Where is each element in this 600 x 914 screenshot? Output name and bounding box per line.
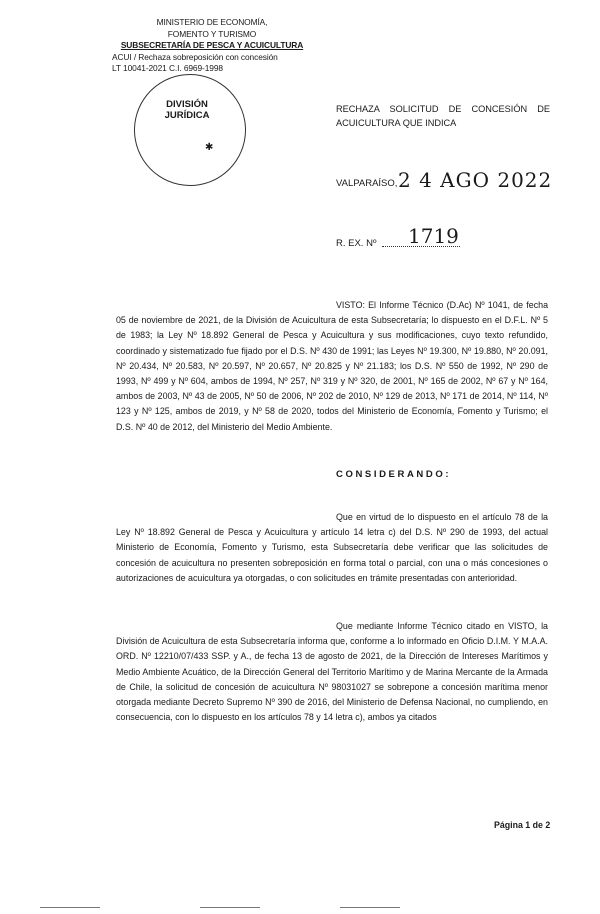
stamped-date: 2 4 AGO 2022	[398, 168, 553, 192]
considerando-paragraph-2: Que mediante Informe Técnico citado en VISTO, la División de Acuicultura de esta Subsecretaría informa que, conforme a lo informado en Oficio D.I.M. Y M.A.A. ORD. Nº 12210/07/433 SSP. y A., de fecha 13 de agosto de 2021, de la Dirección de Intereses Marítimos y Medio Ambiente Acuático, de la Dirección General del Territorio Marítimo y de Marina Mercante de la Armada de Chile, la solicitud de concesión de acuicultura Nº 98031027 se sobrepone a concesión marítima menor otorgada mediante Decreto Supremo Nº 390 de 2016, del Ministerio de Defensa Nacional, no cumpliendo, en consecuencia, con lo dispuesto en los artículos 78 y 14 letra c), ambos ya citados	[116, 621, 548, 723]
reference-line-2: LT 10041-2021 C.I. 6969-1998	[112, 63, 223, 74]
considerando-paragraph-1: Que en virtud de lo dispuesto en el artículo 78 de la Ley Nº 18.892 General de Pesca y Acuicultura y artículo 14 letra c) del D.S. Nº 290 de 1993, del actual Ministerio de Economía, Fomento y Turismo, esta Subsecretaría debe verificar que las solicitudes de concesión de acuicultura no presenten sobreposición en forma total o parcial, con una o más concesiones o autorizaciones de acuicultura ya otorgadas, o con solicitudes en trámite presentadas con anterioridad.	[116, 512, 548, 583]
page-number: Página 1 de 2	[494, 820, 551, 830]
resolution-subject: RECHAZA SOLICITUD DE CONCESIÓN DE ACUICULTURA QUE INDICA	[336, 104, 550, 128]
ministry-name-2: FOMENTO Y TURISMO	[167, 28, 257, 39]
resolution-number: 1719	[408, 224, 459, 248]
visto-paragraph: VISTO: El Informe Técnico (D.Ac) Nº 1041, de fecha 05 de noviembre de 2021, de la División de Acuicultura de esta Subsecretaría; lo dispuesto en el D.F.L. Nº 5 de 1983; la Ley Nº 18.892 General de Pesca y Acuicultura y sus modificaciones, cuyo texto refundido, coordinado y sistematizado fue fijado por el D.S. Nº 430 de 1991; las Leyes Nº 19.300, Nº 19.880, Nº 20.091, Nº 20.434, Nº 20.583, Nº 20.597, Nº 20.657, Nº 20.825 y Nº 21.183; los D.S. Nº 550 de 1992, Nº 290 de 1993, Nº 499 y Nº 604, ambos de 1994, Nº 257, Nº 319 y Nº 320, de 2001, Nº 165 de 2002, Nº 67 y Nº 164, ambos de 2003, Nº 43 de 2005, Nº 50 de 2006, Nº 202 de 2010, Nº 129 de 2013, Nº 171 de 2014, Nº 114, Nº 123 y Nº 125, ambos de 2019, y Nº 58 de 2020, todos del Ministerio de Economía, Fomento y Turismo; el D.S. Nº 40 de 2012, del Ministerio del Medio Ambiente.	[116, 300, 548, 432]
seal-text	[161, 99, 213, 121]
ministry-seal	[124, 64, 257, 197]
ministry-name: MINISTERIO DE ECONOMÍA,	[156, 17, 268, 27]
subsecretaria-name: SUBSECRETARÍA DE PESCA Y ACUICULTURA	[120, 40, 304, 51]
resolution-label: R. EX. Nº	[336, 238, 377, 249]
footer-rule-1	[40, 907, 100, 908]
place-label: VALPARAÍSO,	[336, 178, 398, 189]
footer-rule-2	[200, 907, 260, 908]
footer-rule-3	[340, 907, 400, 908]
considerando-heading: CONSIDERANDO:	[336, 469, 452, 480]
reference-line-1: ACUI / Rechaza sobreposición con concesión	[112, 51, 278, 62]
seal-star-icon: ✱	[205, 142, 214, 153]
seal-line-1: DIVISIÓN	[166, 99, 208, 110]
ministry-header	[112, 17, 312, 75]
seal-line-2: JURÍDICA	[164, 110, 210, 121]
